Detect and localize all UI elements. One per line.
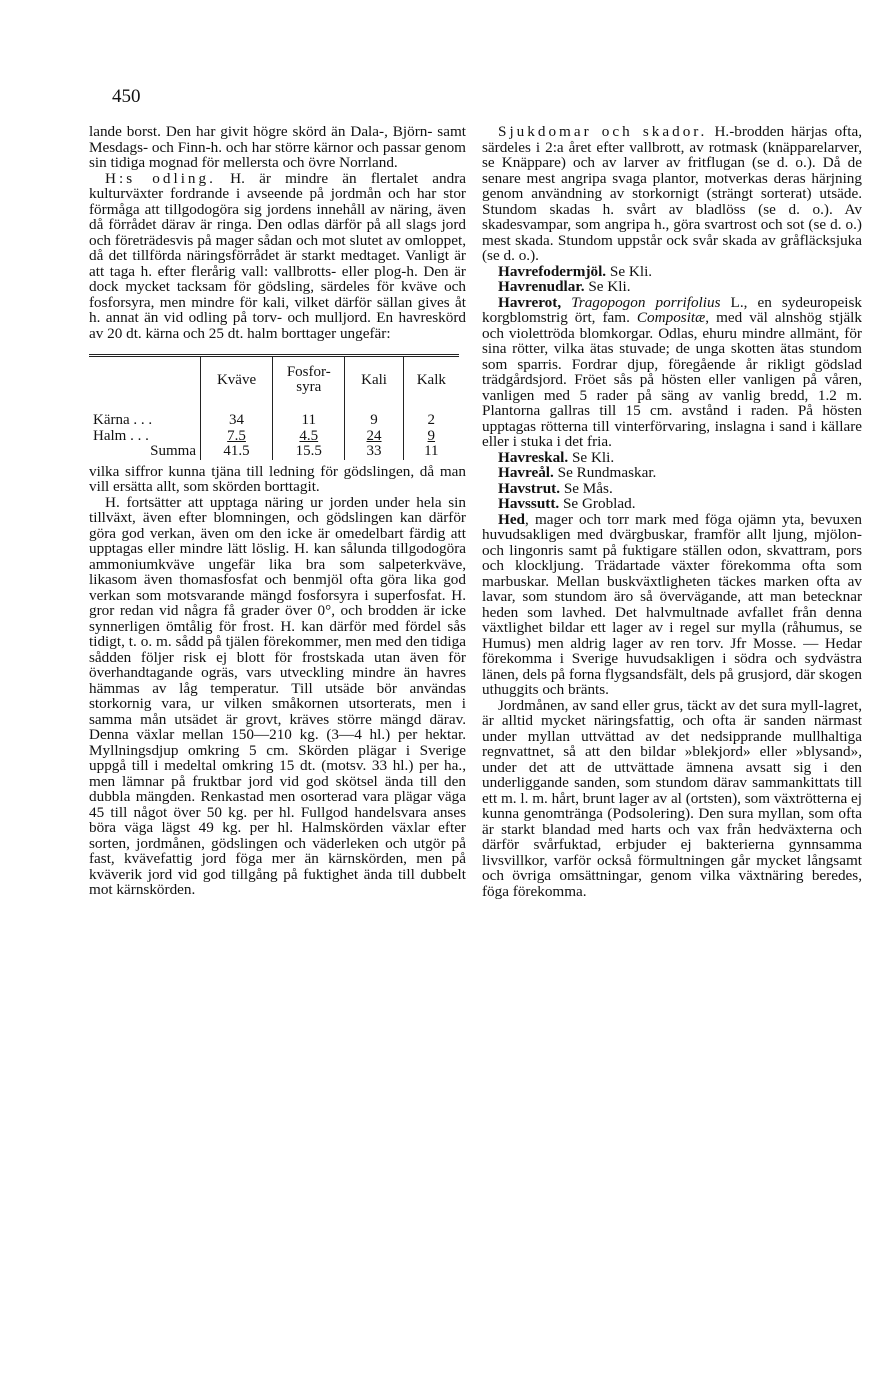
entry-havrerot (482, 295, 862, 450)
latin-name: Tragopogon porrifolius (571, 293, 721, 311)
table-cell: 11 (273, 403, 345, 429)
table-header-kalk: Kalk (403, 356, 459, 404)
headword: Havstrut. (498, 479, 561, 497)
headword: Havrefodermjöl. (498, 262, 607, 280)
table-cell: 24 (345, 429, 403, 445)
sum-label: Summa (89, 444, 200, 460)
table-header-kali: Kali (345, 356, 403, 404)
entry-text: Se Kli. (606, 262, 653, 280)
section-heading-odling: H:s odling. (105, 169, 216, 187)
entry-text: , med väl alnshög stjälk och violettröda blomkorgar. Odlas, ehuru mindre allmänt, för sina rötter, vilka ätas stuvade; de unga skotten ätas stundom som sparris. Fordrar djup, föregående år rikligt gödslad trädgårdsjord. Fröet sås på hösten eller vanligen på våren, vanligen med 5 rader på säng av vanlig bredd, 1.2 m. Plantorna gallras till 15 cm. avstånd i raden. På hösten upptagas rötterna till vinterförvaring, inslagna i sand i källare eller i stuka i det fria. (482, 309, 862, 450)
table-cell: 2 (403, 403, 459, 429)
right-column (482, 124, 862, 899)
entry-text: Se Kli. (584, 278, 631, 295)
entry-havrefodermjol (482, 264, 862, 280)
table-cell: 4.5 (273, 429, 345, 445)
table-row (89, 403, 459, 429)
table-cell: 15.5 (273, 444, 345, 460)
headword: Havreål. (498, 464, 554, 481)
entry-text: , mager och torr mark med föga ojämn yta, bevuxen huvudsakligen med dvärgbuskar, framför allt ljung, mjölon- och lingonris samt på fuktigare ställen odon, skvattram, pors och klockljung. Trädartade växter förekomma ofta som marbuskar. Mellan buskväxtligheten täckes marken ofta av lavar, som stundom äro så övervägande, att man betecknar heden som lavhed. Det halvmultnade avfallet från denna växtlighet bildar ett lager av i regel sur mylla (råhumus, se Humus) men aldrig lager av ren torv. Jfr Mosse. — Hedar förekomma i Sverige huvudsakligen i södra och sydvästra länen, dels på forna flygsandsfält, dels på grusjord, där skogen uthuggits och bränts. (482, 510, 862, 698)
entry-text: Se Rundmaskar. (553, 464, 657, 481)
paragraph-sjukdomar (482, 124, 862, 264)
paragraph-continuation: lande borst. Den har givit högre skörd än Dala-, Björn- samt Mesdags- och Finn-h. och har större kärnor och passar genom sin tidiga mognad för mellersta och övre Norrland. (89, 123, 466, 171)
sjukdomar-text: H.-brodden härjas ofta, särdeles i 2:a året efter vallbrott, av rotmask (knäpparelarver, se Knäppare) och av larver av fritflugan (se d. o.). Då de senare mest angripa svaga plantor, motverkas deras härjning genom användning av storkornigt (strängt sorterat) utsäde. Stundom skadas h. svårt av bladlöss (se d. o.). Av skadesvampar, som angripa h., göra svartrost och sot (se d. o.) mest skada. Stundom uppstår ock svår skada av gråfläcksjuka (se d. o.). (482, 123, 862, 264)
left-column (89, 124, 466, 898)
entry-text: Se Kli. (568, 448, 615, 466)
entry-hed (482, 512, 862, 698)
table-cell: 9 (403, 429, 459, 445)
paragraph-jordmanen: Jordmånen, av sand eller grus, täckt av det sura myll-lagret, är alltid mycket näringsfattig, och ofta är sanden närmast under myllan uttvättad av det nedsipprande mullhaltiga regnvattnet, så att den bildar »blekjord» eller »blysand», under det att de uttvättade ämnena avsatt sig i den underliggande sanden, som stundom därav sammankittats till ett m. l. m. hårt, brunt lager av al (ortsten), som växtrötterna ej kunna genomtränga (Podsolering). Den sura myllan, som ofta är starkt blandad med harts och vax från hedväxterna och därför svårfuktad, erbjuder ej bakterierna gynnsamma livsvillkor, varför också förmultningen går mycket långsamt och övriga omsättningar, genom vilka växtnäring beredes, föga förekomma. (482, 696, 862, 900)
row-label: Kärna . . . (93, 412, 153, 428)
page-number: 450 (112, 86, 141, 107)
paragraph-naring: H. fortsätter att upptaga näring ur jorden under hela sin tillväxt, även efter blomningen, och gödslingen kan därför göra god verkan, även om den icke är omedelbart färdig att upptagas eller mindre lätt löslig. H. kan sålunda tillgodogöra ammoniumkväve ungefär lika bra som salpeterkväve, likasom även thomasfosfat och benmjöl ofta göra lika god verkan som motsvarande mängd fosforsyra i superfosfat. H. gror redan vid några få grader över 0°, och brodden är icke synnerligen ömtålig för frost. H. kan därför med fördel sås tidigt, t. o. m. sådd på tjälen förekommer, men med den tidiga sådden följer risk ej blott för frostskada utan även för överhandtagande ogräs, vars utveckling mindre än havres hämmas av låg temperatur. Till utsäde bör användas storkornig vara, ur vilken småkornen utsorterats, men i samma mån utsädet är grovt, kräves större mängd därav. Denna växlar mellan 150—210 kg. (3—4 hl.) per hektar. Myllningsdjup omkring 5 cm. Skörden plägar i Sverige uppgå till i medeltal omkring 15 dt. (motsv. 33 hl.) per ha., men lämnar på fruktbar jord vid god skötsel ända till den dubbla mängden. Renkastad men osorterad vara plägar väga 45 till något över 50 kg. per hl. Fullgod handelsvara anses böra väga lägst 49 kg. per hl. Halmskörden växlar efter sorten, jordmånen, gödslingen och väderleken och utgör på fast, kvävefattig jord föga mer än kärnskörden, men på kväverik jord vid god tillgång på fuktighet ända till dubbelt mot kärnskörden. (89, 493, 466, 898)
entry-havreskal (482, 450, 862, 466)
odling-text: H. är mindre än flertalet andra kulturväxter fordrande i avseende på jordmån och har stor förmåga att tillgodogöra sig jordens innehåll av näring, även då förrådet därav är ringa. Den odlas därför på all slags jord och företrädesvis på mager sådan och mot slutet av omloppet, då det tillförda näringsförrådet är starkt medtaget. Vanligt är att taga h. efter flerårig vall: vallbrotts- eller plog-h. Den är dock mycket tacksam för gödsling, särdeles för kväve och fosforsyra, men mindre för kali, vilket därför sällan gives åt h. annat än vid odling på torv- och mulljord. En havreskörd av 20 dt. kärna och 25 dt. halm borttager ungefär: (89, 169, 466, 342)
headword: Havssutt. (498, 495, 560, 512)
table-stub-header (89, 356, 200, 404)
entry-text: Se Groblad. (559, 495, 636, 512)
row-label: Halm . . . (93, 427, 149, 444)
headword: Havrenudlar. (498, 278, 585, 295)
entry-havrenudlar (482, 279, 862, 295)
table-header-row (89, 356, 459, 404)
table-cell: 41.5 (200, 444, 272, 460)
family-name: Compositæ (636, 309, 706, 326)
table-cell: 9 (345, 403, 403, 429)
table-header-kvave: Kväve (200, 356, 272, 404)
headword: Havreskal. (498, 448, 569, 466)
entry-havstrut (482, 481, 862, 497)
table-header-fosforsyra: Fosfor- syra (273, 356, 345, 404)
table-cell: 34 (200, 403, 272, 429)
entry-havssutt (482, 496, 862, 512)
table-cell: 33 (345, 444, 403, 460)
table-cell: 7.5 (200, 429, 272, 445)
paragraph-odling (89, 171, 466, 342)
table-row (89, 429, 459, 445)
entry-havreal (482, 465, 862, 481)
paragraph-after-table: vilka siffror kunna tjäna till ledning för gödslingen, då man vill ersätta allt, som skörden borttagit. (89, 462, 466, 495)
entry-text: Se Mås. (560, 479, 613, 497)
entry-text: L., en sydeuropeisk korgblomstrig ört, fam. (482, 293, 862, 326)
headword: Havrerot, (498, 293, 562, 311)
nutrient-table (89, 354, 459, 460)
table-cell: 11 (403, 444, 459, 460)
headword: Hed (498, 510, 526, 528)
table-sum-row (89, 444, 459, 460)
section-heading-sjukdomar: Sjukdomar och skador. (498, 123, 708, 140)
